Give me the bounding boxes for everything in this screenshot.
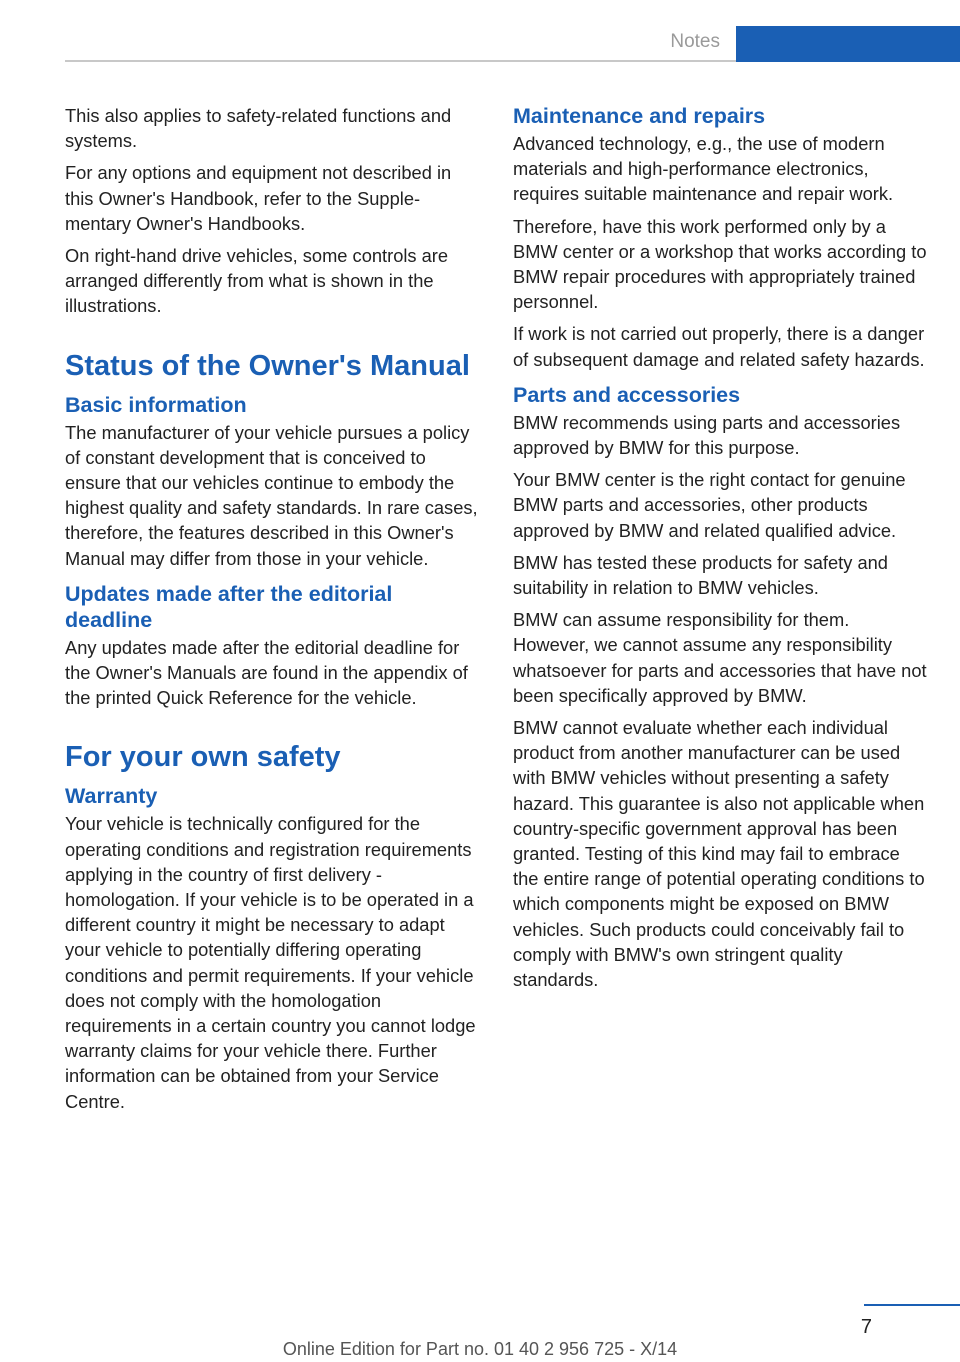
paragraph: BMW has tested these products for safety and suitability in relation to BMW vehicles. <box>513 551 888 599</box>
paragraph: If work is not carried out properly, there is a danger of subsequent damage and related safety hazards. <box>513 323 925 370</box>
subsection-heading: Maintenance and repairs <box>513 104 766 128</box>
paragraph: Your vehicle is technically configured for the operating conditions and registration requirements applying in the country of first delivery - homologation. If your vehicle is to be operated in a different country it might be necessary to adapt your vehicle to potentially differing operating conditions and permit requirements. If your vehicle does not comply with the homologation requirements in a certain country you cannot lodge warranty claims for your vehicle there. Further information can be obtained from your Service Centre. <box>65 813 476 1112</box>
paragraph: Advanced technology, e.g., the use of modern materials and high-performance electronics, requires suitable maintenance and repair work. <box>513 133 894 205</box>
footer-edition-text: Online Edition for Part no. 01 40 2 956 725 - X/14 <box>282 1339 678 1359</box>
paragraph: On right-hand drive vehicles, some controls are arranged differently from what is shown in the illustrations. <box>65 245 449 317</box>
right-column <box>513 103 928 999</box>
subsection-heading: Parts and accessories <box>513 382 741 407</box>
section-heading: For your own safety <box>65 741 341 774</box>
left-column <box>65 103 479 1121</box>
paragraph: BMW cannot evaluate whether each individual product from another manufacturer can be used with BMW vehicles without presenting a safety hazard. This guarantee is also not applicable when country-specific government approval has been granted. Testing of this kind may fail to embrace the entire range of potential operating conditions to which components might be exposed on BMW vehicles. Such products could conceivably fail to comply with BMW's own stringent quality standards. <box>513 717 925 991</box>
paragraph: The manufacturer of your vehicle pursues a policy of constant development that is conceived to ensure that our vehicles continue to embody the highest quality and safety standards. In rare cases, therefore, the features described in this Owner's Manual may differ from those in your vehicle. <box>65 421 478 569</box>
paragraph: BMW recommends using parts and accessories approved by BMW for this purpose. <box>513 411 901 459</box>
page-number: 7 <box>860 1316 872 1338</box>
header-title: Notes <box>670 31 720 52</box>
subsection-heading: Basic information <box>65 392 247 417</box>
paragraph: Any updates made after the editorial deadline for the Owner's Manuals are found in the appendix of the printed Quick Reference for the vehicle. <box>65 636 468 709</box>
paragraph: BMW can assume responsibility for them. However, we cannot assume any responsibility whatsoever for parts and accessories that have not been specifically approved by BMW. <box>513 609 927 706</box>
paragraph: For any options and equipment not described in this Owner's Handbook, refer to the Supplementary Owner's Handbooks. <box>65 162 452 234</box>
paragraph: Therefore, have this work performed only by a BMW center or a workshop that works according to BMW repair procedures with appropriately trained personnel. <box>513 215 927 313</box>
paragraph: Your BMW center is the right contact for genuine BMW parts and accessories, other products approved by BMW and related qualified advice. <box>513 469 906 541</box>
subsection-heading: Updates made after the editorial deadline <box>65 581 393 632</box>
footer-rule <box>864 1304 960 1306</box>
header-tab <box>736 26 960 62</box>
section-heading: Status of the Owner's Manual <box>65 349 470 382</box>
subsection-heading: Warranty <box>65 784 158 809</box>
paragraph: This also applies to safety-related functions and systems. <box>65 105 452 152</box>
